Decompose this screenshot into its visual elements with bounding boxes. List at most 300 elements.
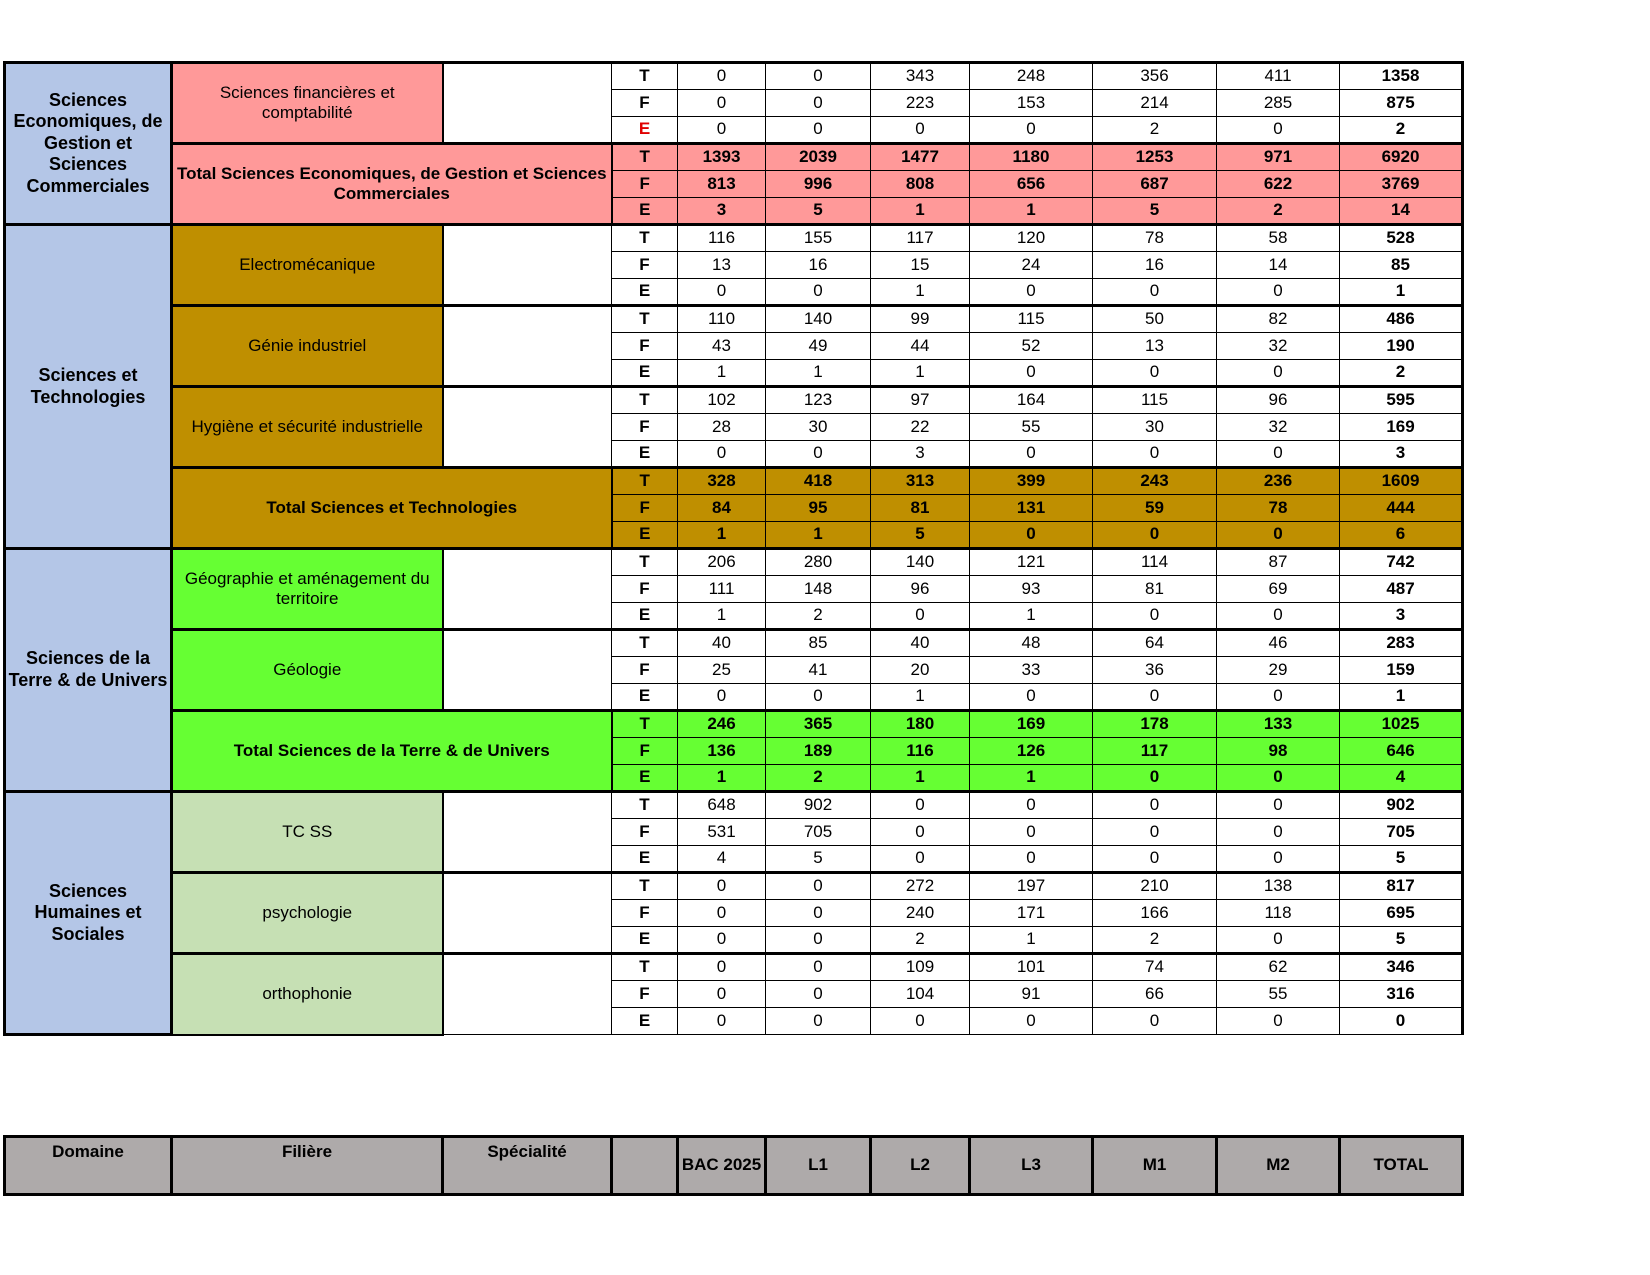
header-m1: M1 [1093,1137,1217,1195]
row-total-value: 2 [1340,117,1463,144]
value-cell: 99 [871,306,970,333]
value-cell: 121 [970,549,1093,576]
row-total-value: 705 [1340,819,1463,846]
value-cell: 30 [766,414,871,441]
total-value-cell: 133 [1217,711,1340,738]
value-cell: 16 [766,252,871,279]
value-cell: 155 [766,225,871,252]
value-cell: 69 [1217,576,1340,603]
total-value-cell: 189 [766,738,871,765]
value-cell: 902 [766,792,871,819]
value-cell: 0 [678,90,766,117]
value-cell: 120 [970,225,1093,252]
row-total-value: 169 [1340,414,1463,441]
value-cell: 531 [678,819,766,846]
total-value-cell: 236 [1217,468,1340,495]
domain-label: Sciences Economiques, de Gestion et Sciences Commerciales [5,63,172,225]
value-cell: 1 [766,360,871,387]
value-cell: 15 [871,252,970,279]
total-value-cell: 0 [1093,522,1217,549]
header-filiere: Filière [172,1137,443,1195]
total-value-cell: 5 [871,522,970,549]
value-cell: 0 [678,954,766,981]
value-cell: 48 [970,630,1093,657]
value-cell: 96 [871,576,970,603]
value-cell: 115 [1093,387,1217,414]
row-type-label: T [612,144,678,171]
value-cell: 82 [1217,306,1340,333]
value-cell: 0 [1217,279,1340,306]
domain-total-value: 6920 [1340,144,1463,171]
value-cell: 85 [766,630,871,657]
domain-label: Sciences Humaines et Sociales [5,792,172,1035]
value-cell: 0 [766,927,871,954]
value-cell: 111 [678,576,766,603]
table-row [5,306,1463,333]
row-total-value: 486 [1340,306,1463,333]
row-type-label: E [612,846,678,873]
value-cell: 36 [1093,657,1217,684]
value-cell: 0 [970,279,1093,306]
value-cell: 2 [766,603,871,630]
table-row [5,225,1463,252]
total-value-cell: 0 [1217,765,1340,792]
filiere-label: Hygiène et sécurité industrielle [172,387,443,468]
total-value-cell: 1253 [1093,144,1217,171]
value-cell: 0 [1217,846,1340,873]
value-cell: 64 [1093,630,1217,657]
value-cell: 0 [766,954,871,981]
value-cell: 0 [871,117,970,144]
enrollment-table [3,61,1464,1036]
value-cell: 25 [678,657,766,684]
value-cell: 1 [871,684,970,711]
value-cell: 214 [1093,90,1217,117]
value-cell: 97 [871,387,970,414]
table-row [5,63,1463,90]
row-type-label: T [612,387,678,414]
total-value-cell: 1 [970,198,1093,225]
value-cell: 52 [970,333,1093,360]
total-row [5,144,1463,171]
row-type-label: E [612,765,678,792]
domain-total-label: Total Sciences Economiques, de Gestion et Sciences Commerciales [172,144,612,225]
row-total-value: 3 [1340,441,1463,468]
value-cell: 0 [970,684,1093,711]
row-total-value: 595 [1340,387,1463,414]
value-cell: 13 [1093,333,1217,360]
row-type-label: F [612,738,678,765]
value-cell: 0 [970,441,1093,468]
value-cell: 3 [871,441,970,468]
enrollment-table-body [5,63,1463,1035]
total-value-cell: 1393 [678,144,766,171]
total-value-cell: 126 [970,738,1093,765]
value-cell: 14 [1217,252,1340,279]
header-m2: M2 [1217,1137,1340,1195]
row-total-value: 487 [1340,576,1463,603]
value-cell: 0 [766,63,871,90]
value-cell: 74 [1093,954,1217,981]
value-cell: 210 [1093,873,1217,900]
value-cell: 40 [871,630,970,657]
value-cell: 140 [871,549,970,576]
total-value-cell: 1 [871,198,970,225]
value-cell: 197 [970,873,1093,900]
value-cell: 0 [678,279,766,306]
value-cell: 16 [1093,252,1217,279]
row-type-label: F [612,495,678,522]
row-type-label: F [612,171,678,198]
row-type-label: F [612,252,678,279]
filiere-label: Electromécanique [172,225,443,306]
value-cell: 43 [678,333,766,360]
row-total-value: 2 [1340,360,1463,387]
value-cell: 285 [1217,90,1340,117]
row-total-value: 5 [1340,927,1463,954]
value-cell: 114 [1093,549,1217,576]
row-type-label: T [612,225,678,252]
header-l3: L3 [970,1137,1093,1195]
value-cell: 32 [1217,333,1340,360]
total-value-cell: 328 [678,468,766,495]
row-type-label: T [612,549,678,576]
value-cell: 0 [678,684,766,711]
row-total-value: 528 [1340,225,1463,252]
value-cell: 0 [1217,441,1340,468]
value-cell: 0 [678,117,766,144]
row-type-label: E [612,927,678,954]
row-type-label: T [612,792,678,819]
value-cell: 153 [970,90,1093,117]
row-type-label: E [612,684,678,711]
total-value-cell: 136 [678,738,766,765]
value-cell: 2 [871,927,970,954]
value-cell: 66 [1093,981,1217,1008]
total-value-cell: 98 [1217,738,1340,765]
domain-total-value: 14 [1340,198,1463,225]
value-cell: 1 [970,603,1093,630]
total-value-cell: 1 [871,765,970,792]
value-cell: 0 [970,792,1093,819]
specialite-cell [443,792,612,873]
total-value-cell: 81 [871,495,970,522]
value-cell: 78 [1093,225,1217,252]
row-total-value: 346 [1340,954,1463,981]
total-value-cell: 1 [970,765,1093,792]
value-cell: 0 [678,63,766,90]
value-cell: 40 [678,630,766,657]
value-cell: 117 [871,225,970,252]
value-cell: 32 [1217,414,1340,441]
total-value-cell: 0 [1217,522,1340,549]
total-value-cell: 5 [766,198,871,225]
value-cell: 0 [766,279,871,306]
row-total-value: 1358 [1340,63,1463,90]
value-cell: 0 [970,819,1093,846]
row-type-label: E [612,198,678,225]
specialite-cell [443,954,612,1035]
row-type-label: E [612,522,678,549]
header-total: TOTAL [1340,1137,1463,1195]
total-value-cell: 117 [1093,738,1217,765]
value-cell: 0 [1093,603,1217,630]
row-type-label: T [612,873,678,900]
value-cell: 705 [766,819,871,846]
value-cell: 0 [1093,819,1217,846]
total-value-cell: 0 [970,522,1093,549]
row-total-value: 159 [1340,657,1463,684]
row-total-value: 283 [1340,630,1463,657]
specialite-cell [443,387,612,468]
row-total-value: 817 [1340,873,1463,900]
value-cell: 0 [678,1008,766,1035]
domain-total-value: 1609 [1340,468,1463,495]
domain-total-label: Total Sciences et Technologies [172,468,612,549]
value-cell: 1 [970,927,1093,954]
total-value-cell: 5 [1093,198,1217,225]
row-type-label: E [612,1008,678,1035]
value-cell: 24 [970,252,1093,279]
value-cell: 0 [871,603,970,630]
total-value-cell: 59 [1093,495,1217,522]
total-value-cell: 0 [1093,765,1217,792]
total-value-cell: 78 [1217,495,1340,522]
total-value-cell: 169 [970,711,1093,738]
row-type-label: T [612,63,678,90]
specialite-cell [443,63,612,144]
total-value-cell: 3 [678,198,766,225]
value-cell: 102 [678,387,766,414]
row-type-label: F [612,333,678,360]
row-total-value: 1 [1340,279,1463,306]
value-cell: 109 [871,954,970,981]
value-cell: 0 [1093,279,1217,306]
value-cell: 0 [766,684,871,711]
value-cell: 0 [871,1008,970,1035]
value-cell: 96 [1217,387,1340,414]
value-cell: 272 [871,873,970,900]
domain-total-value: 444 [1340,495,1463,522]
specialite-cell [443,630,612,711]
value-cell: 0 [1217,117,1340,144]
row-total-value: 875 [1340,90,1463,117]
value-cell: 280 [766,549,871,576]
header-l2: L2 [871,1137,970,1195]
value-cell: 0 [871,846,970,873]
value-cell: 0 [1217,792,1340,819]
domain-label: Sciences de la Terre & de Univers [5,549,172,792]
value-cell: 116 [678,225,766,252]
value-cell: 87 [1217,549,1340,576]
total-value-cell: 2039 [766,144,871,171]
column-header-row [3,1135,1464,1196]
value-cell: 20 [871,657,970,684]
total-value-cell: 971 [1217,144,1340,171]
table-row [5,630,1463,657]
value-cell: 206 [678,549,766,576]
total-value-cell: 131 [970,495,1093,522]
value-cell: 62 [1217,954,1340,981]
value-cell: 0 [678,900,766,927]
value-cell: 223 [871,90,970,117]
value-cell: 248 [970,63,1093,90]
value-cell: 240 [871,900,970,927]
value-cell: 0 [970,846,1093,873]
value-cell: 0 [678,927,766,954]
total-value-cell: 808 [871,171,970,198]
row-total-value: 0 [1340,1008,1463,1035]
row-type-label: F [612,981,678,1008]
value-cell: 0 [1217,927,1340,954]
total-value-cell: 180 [871,711,970,738]
value-cell: 0 [871,819,970,846]
value-cell: 13 [678,252,766,279]
total-value-cell: 116 [871,738,970,765]
value-cell: 343 [871,63,970,90]
total-value-cell: 1477 [871,144,970,171]
value-cell: 33 [970,657,1093,684]
value-cell: 0 [678,873,766,900]
row-type-label: E [612,360,678,387]
value-cell: 49 [766,333,871,360]
row-type-label: F [612,414,678,441]
value-cell: 0 [871,792,970,819]
row-type-label: T [612,954,678,981]
row-total-value: 5 [1340,846,1463,873]
value-cell: 0 [766,873,871,900]
value-cell: 0 [766,981,871,1008]
value-cell: 30 [1093,414,1217,441]
value-cell: 648 [678,792,766,819]
domain-total-value: 4 [1340,765,1463,792]
value-cell: 0 [1093,360,1217,387]
header-l1: L1 [766,1137,871,1195]
domain-total-value: 1025 [1340,711,1463,738]
header-domaine: Domaine [5,1137,172,1195]
value-cell: 0 [1093,441,1217,468]
value-cell: 0 [1093,684,1217,711]
domain-total-value: 646 [1340,738,1463,765]
value-cell: 0 [766,90,871,117]
total-value-cell: 687 [1093,171,1217,198]
filiere-label: orthophonie [172,954,443,1035]
filiere-label: Géographie et aménagement du territoire [172,549,443,630]
value-cell: 55 [970,414,1093,441]
total-value-cell: 243 [1093,468,1217,495]
total-value-cell: 246 [678,711,766,738]
header-bac: BAC 2025 [678,1137,766,1195]
value-cell: 29 [1217,657,1340,684]
total-value-cell: 95 [766,495,871,522]
row-type-label: T [612,630,678,657]
total-value-cell: 399 [970,468,1093,495]
domain-total-label: Total Sciences de la Terre & de Univers [172,711,612,792]
filiere-label: Sciences financières et comptabilité [172,63,443,144]
value-cell: 91 [970,981,1093,1008]
row-total-value: 3 [1340,603,1463,630]
value-cell: 1 [871,279,970,306]
value-cell: 0 [766,441,871,468]
value-cell: 0 [766,1008,871,1035]
value-cell: 2 [1093,117,1217,144]
row-type-label: E [612,603,678,630]
table-row [5,954,1463,981]
row-total-value: 85 [1340,252,1463,279]
row-type-label: F [612,576,678,603]
total-value-cell: 656 [970,171,1093,198]
row-total-value: 1 [1340,684,1463,711]
value-cell: 50 [1093,306,1217,333]
total-row [5,468,1463,495]
filiere-label: psychologie [172,873,443,954]
row-total-value: 902 [1340,792,1463,819]
row-type-label: E [612,279,678,306]
value-cell: 41 [766,657,871,684]
row-type-label: F [612,819,678,846]
value-cell: 164 [970,387,1093,414]
value-cell: 0 [970,117,1093,144]
value-cell: 0 [678,981,766,1008]
value-cell: 22 [871,414,970,441]
table-row [5,792,1463,819]
value-cell: 0 [1217,684,1340,711]
total-value-cell: 996 [766,171,871,198]
header-blank [612,1137,678,1195]
value-cell: 1 [678,360,766,387]
total-value-cell: 84 [678,495,766,522]
row-total-value: 190 [1340,333,1463,360]
total-value-cell: 365 [766,711,871,738]
total-value-cell: 1 [678,765,766,792]
filiere-label: TC SS [172,792,443,873]
table-row [5,549,1463,576]
domain-total-value: 6 [1340,522,1463,549]
total-value-cell: 1 [678,522,766,549]
value-cell: 58 [1217,225,1340,252]
value-cell: 1 [871,360,970,387]
row-total-value: 316 [1340,981,1463,1008]
value-cell: 101 [970,954,1093,981]
specialite-cell [443,549,612,630]
value-cell: 104 [871,981,970,1008]
row-type-label: F [612,900,678,927]
value-cell: 5 [766,846,871,873]
value-cell: 0 [1217,360,1340,387]
value-cell: 0 [766,117,871,144]
value-cell: 166 [1093,900,1217,927]
value-cell: 55 [1217,981,1340,1008]
value-cell: 1 [678,603,766,630]
specialite-cell [443,225,612,306]
value-cell: 2 [1093,927,1217,954]
table-row [5,387,1463,414]
value-cell: 0 [766,900,871,927]
value-cell: 140 [766,306,871,333]
total-value-cell: 2 [766,765,871,792]
specialite-cell [443,306,612,387]
total-value-cell: 1180 [970,144,1093,171]
value-cell: 0 [1217,603,1340,630]
value-cell: 0 [678,441,766,468]
value-cell: 0 [1217,819,1340,846]
value-cell: 44 [871,333,970,360]
value-cell: 0 [1093,792,1217,819]
table-row [5,873,1463,900]
value-cell: 28 [678,414,766,441]
value-cell: 115 [970,306,1093,333]
value-cell: 110 [678,306,766,333]
